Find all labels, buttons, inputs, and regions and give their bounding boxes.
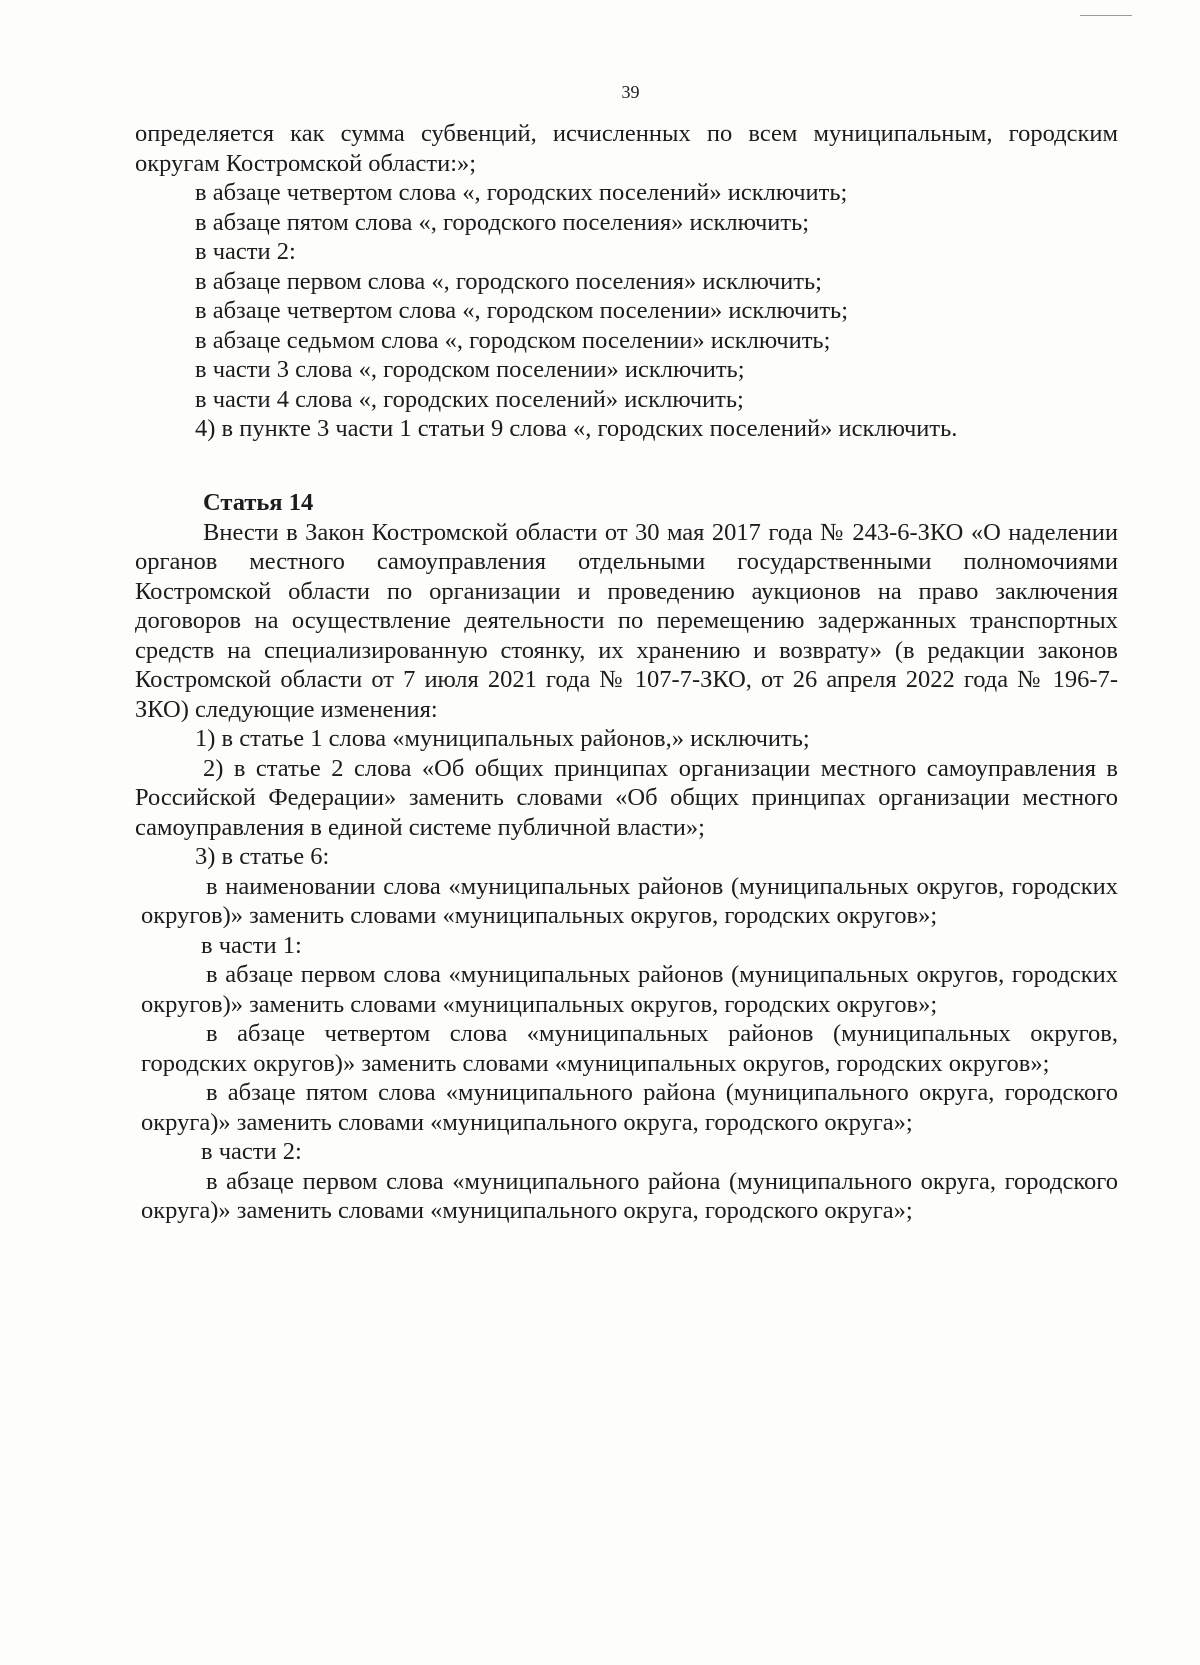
paragraph-item2: 2) в статье 2 слова «Об общих принципах организации местного самоуправления в Российской Федерации» заменить словами «Об общих принципах организации местного самоуправления в единой системе публичной власти»; — [135, 754, 1118, 841]
article-14 — [135, 488, 1118, 1226]
paragraph-law-introduction: Внести в Закон Костромской области от 30 мая 2017 года № 243-6-ЗКО «О наделении органов местного самоуправления отдельными государственными полномочиями Костромской области по организации и проведению аукционов на право заключения договоров на осуществление деятельности по перемещению задержанных транспортных средств на специализированную стоянку, их хранению и возврату» (в редакции законов Костромской области от 7 июля 2021 года № 107-7-ЗКО, от 26 апреля 2022 года № 196-7-ЗКО) следующие изменения: — [135, 518, 1118, 723]
paragraph-item1: 1) в статье 1 слова «муниципальных районов,» исключить; — [195, 725, 810, 752]
scan-edge-mark — [1080, 15, 1132, 16]
paragraph-title-change: в наименовании слова «муниципальных районов (муниципальных округов, городских округов)» заменить словами «муниципальных округов, городских округов»; — [141, 872, 1118, 929]
paragraph-para4-exclusion: в абзаце четвертом слова «, городских поселений» исключить; — [195, 179, 848, 206]
paragraph-part2-header: в части 2: — [195, 238, 296, 265]
paragraph-part2-para7: в абзаце седьмом слова «, городском поселении» исключить; — [195, 326, 831, 354]
paragraph-part2-header-art14: в части 2: — [201, 1138, 302, 1165]
paragraph-part1-para5: в абзаце пятом слова «муниципального района (муниципального округа, городского округа)» заменить словами «муниципального округа, городского округа»; — [141, 1079, 1118, 1136]
paragraph-part3: в части 3 слова «, городском поселении» исключить; — [195, 356, 745, 383]
paragraph-part1-para1: в абзаце первом слова «муниципальных районов (муниципальных округов, городских округов)» заменить словами «муниципальных округов, городских округов»; — [141, 961, 1118, 1018]
article-heading: Статья 14 — [203, 489, 314, 516]
paragraph-part4: в части 4 слова «, городских поселений» исключить; — [195, 385, 744, 413]
paragraph-part1-para4: в абзаце четвертом слова «муниципальных районов (муниципальных округов, городских округов)» заменить словами «муниципальных округов, городских округов»; — [141, 1020, 1118, 1077]
paragraph-subvention-sum: определяется как сумма субвенций, исчисленных по всем муниципальным, городским округам Костромской области:»; — [135, 120, 1118, 177]
paragraph-part2-para4: в абзаце четвертом слова «, городском поселении» исключить; — [195, 297, 849, 324]
paragraph-item4: 4) в пункте 3 части 1 статьи 9 слова «, городских поселений» исключить. — [195, 415, 958, 442]
amendments-continuation — [135, 119, 1118, 444]
paragraph-para5-exclusion: в абзаце пятом слова «, городского поселения» исключить; — [195, 208, 810, 236]
paragraph-part1-header: в части 1: — [201, 931, 302, 959]
paragraph-part2-para1: в абзаце первом слова «, городского поселения» исключить; — [195, 267, 822, 295]
paragraph-item3: 3) в статье 6: — [195, 843, 330, 870]
page-number: 39 — [621, 82, 640, 102]
paragraph-part2-para1-art14: в абзаце первом слова «муниципального района (муниципального округа, городского округа)» заменить словами «муниципального округа, городского округа»; — [141, 1167, 1118, 1224]
